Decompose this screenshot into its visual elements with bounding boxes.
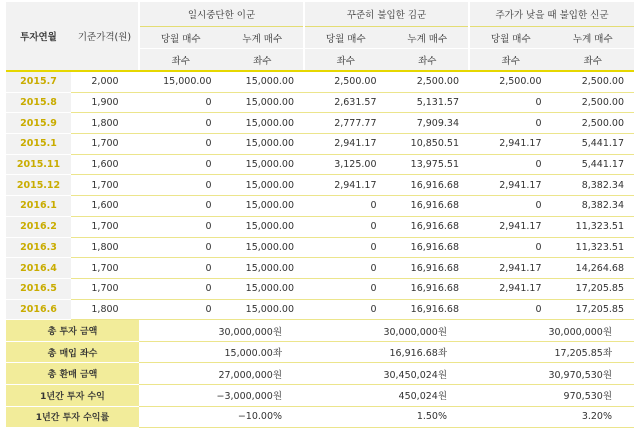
header-unit: 좌수 xyxy=(222,49,305,72)
row-price: 1,800 xyxy=(71,237,139,258)
table-header xyxy=(6,2,634,71)
table-row xyxy=(6,216,634,237)
row-month: 2016.3 xyxy=(6,237,71,258)
summary-value: 15,000.00좌 xyxy=(139,341,304,363)
row-value: 8,382.34 xyxy=(552,175,635,196)
row-price: 1,800 xyxy=(71,299,139,320)
header-unit: 좌수 xyxy=(387,49,470,72)
row-value: 16,916.68 xyxy=(387,196,470,217)
row-value: 0 xyxy=(139,154,222,175)
row-value: 15,000.00 xyxy=(222,175,305,196)
summary-value: 450,024원 xyxy=(304,385,469,407)
row-value: 15,000.00 xyxy=(222,134,305,155)
summary-value: 27,000,000원 xyxy=(139,363,304,385)
row-value: 15,000.00 xyxy=(222,71,305,92)
summary-row xyxy=(6,341,634,363)
header-unit: 좌수 xyxy=(304,49,387,72)
row-value: 0 xyxy=(469,196,552,217)
row-value: 0 xyxy=(304,299,387,320)
row-value: 2,941.17 xyxy=(304,175,387,196)
summary-value: 1.50% xyxy=(304,406,469,428)
summary-row xyxy=(6,363,634,385)
row-value: 5,441.17 xyxy=(552,154,635,175)
summary-value: 30,000,000원 xyxy=(139,320,304,342)
row-value: 15,000.00 xyxy=(222,92,305,113)
summary-label: 총 투자 금액 xyxy=(6,320,139,342)
summary-value: −10.00% xyxy=(139,406,304,428)
row-month: 2016.5 xyxy=(6,278,71,299)
header-month: 투자연월 xyxy=(6,2,71,71)
row-value: 0 xyxy=(139,175,222,196)
row-value: 0 xyxy=(139,299,222,320)
row-value: 2,500.00 xyxy=(552,71,635,92)
summary-value: 30,000,000원 xyxy=(469,320,634,342)
header-sub-monthly: 당월 매수 xyxy=(304,27,387,49)
row-value: 15,000.00 xyxy=(222,258,305,279)
row-value: 15,000.00 xyxy=(139,71,222,92)
summary-row xyxy=(6,320,634,342)
table-row xyxy=(6,134,634,155)
row-price: 1,700 xyxy=(71,216,139,237)
row-value: 11,323.51 xyxy=(552,216,635,237)
row-value: 0 xyxy=(304,258,387,279)
row-month: 2016.4 xyxy=(6,258,71,279)
row-value: 2,500.00 xyxy=(469,71,552,92)
table-row xyxy=(6,237,634,258)
header-unit: 좌수 xyxy=(469,49,552,72)
row-value: 8,382.34 xyxy=(552,196,635,217)
header-sub-cumulative: 누계 매수 xyxy=(222,27,305,49)
header-sub-cumulative: 누계 매수 xyxy=(552,27,635,49)
row-value: 16,916.68 xyxy=(387,175,470,196)
row-price: 1,700 xyxy=(71,258,139,279)
summary-value: 16,916.68좌 xyxy=(304,341,469,363)
row-value: 16,916.68 xyxy=(387,216,470,237)
row-price: 1,800 xyxy=(71,113,139,134)
row-value: 3,125.00 xyxy=(304,154,387,175)
table-summary xyxy=(6,320,634,428)
row-value: 0 xyxy=(139,258,222,279)
header-group-kim: 꾸준히 불입한 김군 xyxy=(304,2,469,27)
row-value: 0 xyxy=(469,154,552,175)
row-value: 0 xyxy=(139,113,222,134)
table-row xyxy=(6,92,634,113)
header-price: 기준가격(원) xyxy=(71,2,139,71)
row-value: 2,941.17 xyxy=(469,278,552,299)
row-value: 16,916.68 xyxy=(387,278,470,299)
row-value: 2,941.17 xyxy=(469,216,552,237)
summary-value: 3.20% xyxy=(469,406,634,428)
row-value: 0 xyxy=(304,216,387,237)
row-value: 15,000.00 xyxy=(222,299,305,320)
row-value: 0 xyxy=(139,278,222,299)
row-value: 2,777.77 xyxy=(304,113,387,134)
row-value: 0 xyxy=(469,299,552,320)
row-value: 2,941.17 xyxy=(469,134,552,155)
summary-value: 17,205.85좌 xyxy=(469,341,634,363)
row-price: 1,900 xyxy=(71,92,139,113)
summary-row xyxy=(6,385,634,407)
row-value: 14,264.68 xyxy=(552,258,635,279)
row-value: 0 xyxy=(304,278,387,299)
row-value: 0 xyxy=(139,196,222,217)
row-value: 0 xyxy=(139,134,222,155)
header-sub-monthly: 당월 매수 xyxy=(139,27,222,49)
header-sub-cumulative: 누계 매수 xyxy=(387,27,470,49)
table-row xyxy=(6,258,634,279)
row-month: 2015.11 xyxy=(6,154,71,175)
summary-value: 30,450,024원 xyxy=(304,363,469,385)
summary-value: 30,000,000원 xyxy=(304,320,469,342)
row-month: 2015.1 xyxy=(6,134,71,155)
row-value: 10,850.51 xyxy=(387,134,470,155)
row-price: 1,700 xyxy=(71,278,139,299)
table-row xyxy=(6,299,634,320)
row-value: 2,941.17 xyxy=(304,134,387,155)
row-price: 1,600 xyxy=(71,196,139,217)
header-unit: 좌수 xyxy=(139,49,222,72)
header-group-lee: 일시중단한 이군 xyxy=(139,2,304,27)
row-value: 15,000.00 xyxy=(222,113,305,134)
summary-label: 총 환매 금액 xyxy=(6,363,139,385)
row-value: 5,131.57 xyxy=(387,92,470,113)
row-price: 1,700 xyxy=(71,134,139,155)
summary-label: 총 매입 좌수 xyxy=(6,341,139,363)
row-value: 16,916.68 xyxy=(387,299,470,320)
row-value: 0 xyxy=(469,237,552,258)
row-value: 2,941.17 xyxy=(469,175,552,196)
investment-table xyxy=(6,2,634,428)
row-value: 15,000.00 xyxy=(222,154,305,175)
row-month: 2016.2 xyxy=(6,216,71,237)
row-value: 15,000.00 xyxy=(222,216,305,237)
row-value: 17,205.85 xyxy=(552,278,635,299)
row-value: 0 xyxy=(139,216,222,237)
row-price: 1,700 xyxy=(71,175,139,196)
header-unit: 좌수 xyxy=(552,49,635,72)
row-value: 0 xyxy=(469,92,552,113)
row-value: 15,000.00 xyxy=(222,278,305,299)
row-value: 2,500.00 xyxy=(387,71,470,92)
header-sub-monthly: 당월 매수 xyxy=(469,27,552,49)
row-month: 2015.12 xyxy=(6,175,71,196)
row-value: 7,909.34 xyxy=(387,113,470,134)
table-row xyxy=(6,71,634,92)
row-price: 2,000 xyxy=(71,71,139,92)
row-value: 0 xyxy=(304,237,387,258)
summary-row xyxy=(6,406,634,428)
row-value: 0 xyxy=(469,113,552,134)
row-value: 2,500.00 xyxy=(304,71,387,92)
row-month: 2016.1 xyxy=(6,196,71,217)
row-value: 2,500.00 xyxy=(552,113,635,134)
row-price: 1,600 xyxy=(71,154,139,175)
row-value: 13,975.51 xyxy=(387,154,470,175)
summary-value: 970,530원 xyxy=(469,385,634,407)
table-body xyxy=(6,71,634,320)
table-row xyxy=(6,175,634,196)
row-value: 17,205.85 xyxy=(552,299,635,320)
row-value: 0 xyxy=(139,237,222,258)
row-value: 5,441.17 xyxy=(552,134,635,155)
summary-value: −3,000,000원 xyxy=(139,385,304,407)
summary-label: 1년간 투자 수익 xyxy=(6,385,139,407)
row-month: 2016.6 xyxy=(6,299,71,320)
table-row xyxy=(6,278,634,299)
row-value: 2,631.57 xyxy=(304,92,387,113)
row-value: 16,916.68 xyxy=(387,237,470,258)
table-row xyxy=(6,154,634,175)
row-value: 2,500.00 xyxy=(552,92,635,113)
row-value: 11,323.51 xyxy=(552,237,635,258)
row-value: 0 xyxy=(304,196,387,217)
header-group-shin: 주가가 낮을 때 불입한 신군 xyxy=(469,2,634,27)
row-month: 2015.9 xyxy=(6,113,71,134)
row-value: 15,000.00 xyxy=(222,196,305,217)
row-value: 15,000.00 xyxy=(222,237,305,258)
summary-value: 30,970,530원 xyxy=(469,363,634,385)
row-month: 2015.8 xyxy=(6,92,71,113)
row-value: 2,941.17 xyxy=(469,258,552,279)
row-value: 0 xyxy=(139,92,222,113)
row-month: 2015.7 xyxy=(6,71,71,92)
summary-label: 1년간 투자 수익률 xyxy=(6,406,139,428)
table-row xyxy=(6,196,634,217)
row-value: 16,916.68 xyxy=(387,258,470,279)
table-row xyxy=(6,113,634,134)
